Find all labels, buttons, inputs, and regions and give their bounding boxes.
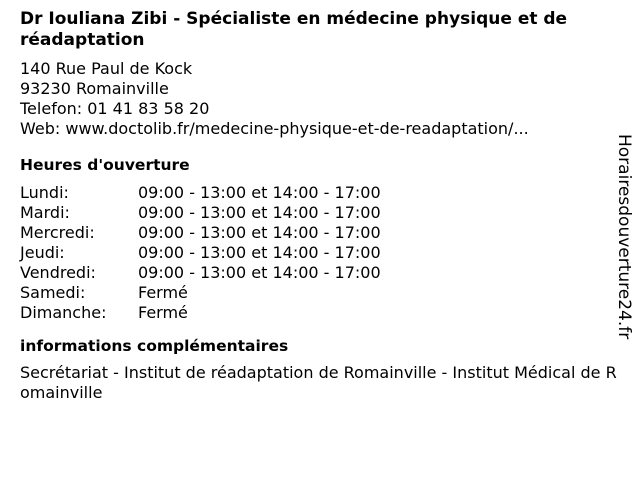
day-label: Mardi: (20, 203, 70, 222)
doctor-title: Dr Iouliana Zibi - Spécialiste en médecine physique et de réadaptation (20, 9, 568, 50)
website-link[interactable]: Web: www.doctolib.fr/medecine-physique-et-de-readaptation/... (20, 119, 529, 138)
hours-row-tuesday (20, 203, 610, 223)
street-address: 140 Rue Paul de Kock (20, 59, 193, 78)
info-heading: informations complémentaires (20, 337, 289, 355)
day-hours: Fermé (138, 283, 188, 302)
phone-number[interactable]: Telefon: 01 41 83 58 20 (20, 99, 210, 118)
day-hours: 09:00 - 13:00 et 14:00 - 17:00 (138, 243, 381, 262)
address-block (20, 59, 610, 139)
hours-row-sunday (20, 303, 610, 323)
day-label: Mercredi: (20, 223, 95, 242)
day-hours: 09:00 - 13:00 et 14:00 - 17:00 (138, 223, 381, 242)
hours-row-wednesday (20, 223, 610, 243)
day-label: Jeudi: (20, 243, 65, 262)
day-hours: 09:00 - 13:00 et 14:00 - 17:00 (138, 263, 381, 282)
day-hours: 09:00 - 13:00 et 14:00 - 17:00 (138, 203, 381, 222)
hours-heading: Heures d'ouverture (20, 156, 190, 174)
hours-row-saturday (20, 283, 610, 303)
day-hours: 09:00 - 13:00 et 14:00 - 17:00 (138, 183, 381, 202)
day-hours: Fermé (138, 303, 188, 322)
info-text: Secrétariat - Institut de réadaptation de Romainville - Institut Médical de Romainville (20, 363, 617, 402)
day-label: Vendredi: (20, 263, 96, 282)
hours-row-friday (20, 263, 610, 283)
hours-row-thursday (20, 243, 610, 263)
doctor-card (20, 9, 617, 403)
site-watermark: Horairesdouverture24.fr (614, 134, 634, 340)
day-label: Lundi: (20, 183, 69, 202)
hours-row-monday (20, 183, 610, 203)
day-label: Samedi: (20, 283, 86, 302)
opening-hours-table (20, 183, 610, 323)
day-label: Dimanche: (20, 303, 107, 322)
city-postcode: 93230 Romainville (20, 79, 169, 98)
